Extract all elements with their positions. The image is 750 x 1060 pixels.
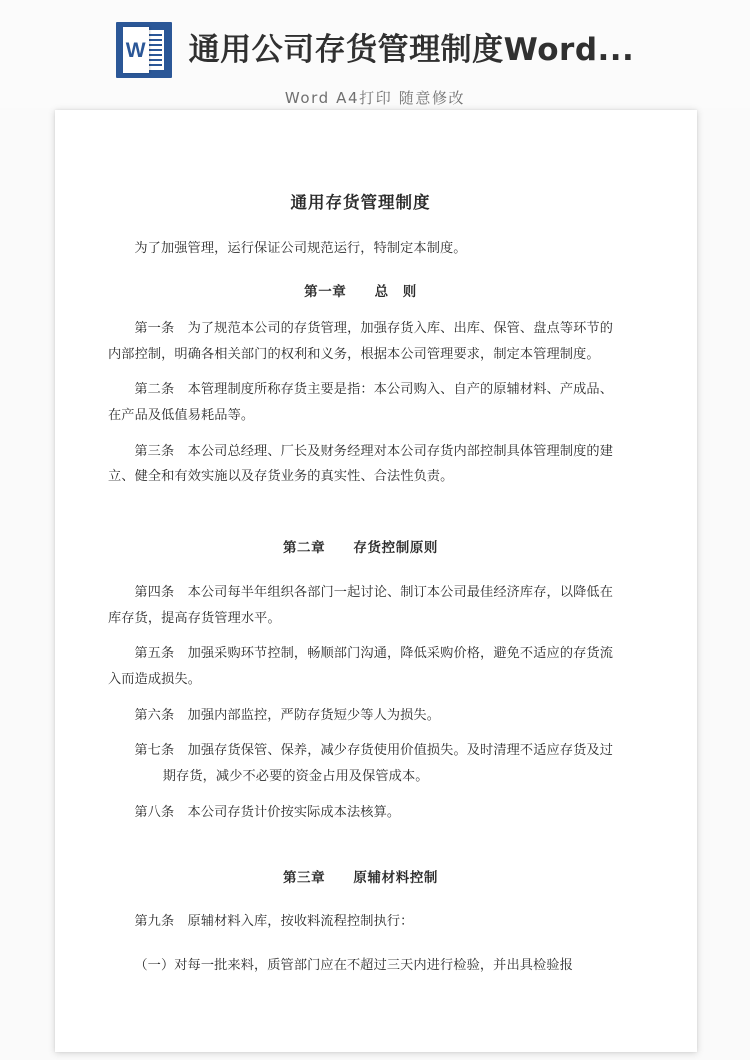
- document-page: [55, 110, 697, 1052]
- preview-header: [0, 0, 750, 108]
- page-title: 通用公司存货管理制度Word...: [188, 31, 635, 68]
- article-1-1: 第一条 为了规范本公司的存货管理，加强存货入库、出库、保管、盘点等环节的内部控制，明确各相关部门的权利和义务，根据本公司管理要求，制定本管理制度。: [108, 320, 613, 362]
- article-2-1: 第四条 本公司每半年组织各部门一起讨论、制订本公司最佳经济库存，以降低在库存货，提高存货管理水平。: [108, 584, 613, 626]
- document-content: [108, 190, 613, 979]
- document-intro: 为了加强管理，运行保证公司规范运行，特制定本制度。: [134, 241, 467, 257]
- page-subtitle: Word A4打印 随意修改: [284, 89, 466, 107]
- chapter-heading-3: 第三章 原辅材料控制: [282, 869, 439, 886]
- preview-title-row: [0, 22, 750, 78]
- article-2-4: 第七条 加强存货保管、保养，减少存货使用价值损失。及时清理不适应存货及过期存货，减少不必要的资金占用及保管成本。: [134, 743, 613, 785]
- article-2-3: 第六条 加强内部监控，严防存货短少等人为损失。: [134, 707, 441, 723]
- article-3-2: （一）对每一批来料，质管部门应在不超过三天内进行检验，并出具检验报: [134, 958, 573, 974]
- preview-header-inner: [0, 22, 750, 108]
- article-2-2: 第五条 加强采购环节控制，畅顺部门沟通，降低采购价格，避免不适应的存货流入而造成损失。: [108, 646, 613, 688]
- word-icon-letter: W: [125, 38, 146, 62]
- article-2-5: 第八条 本公司存货计价按实际成本法核算。: [134, 804, 401, 820]
- chapter-heading-2: 第二章 存货控制原则: [282, 540, 439, 557]
- word-file-icon: [116, 22, 172, 78]
- article-3-1: 第九条 原辅材料入库，按收料流程控制执行：: [134, 914, 414, 930]
- article-1-3: 第三条 本公司总经理、厂长及财务经理对本公司存货内部控制具体管理制度的建立、健全和有效实施以及存货业务的真实性、合法性负责。: [108, 443, 613, 485]
- chapter-heading-1: 第一章 总 则: [304, 284, 417, 301]
- document-title: 通用存货管理制度: [290, 193, 431, 212]
- article-1-2: 第二条 本管理制度所称存货主要是指：本公司购入、自产的原辅材料、产成品、在产品及低值易耗品等。: [108, 382, 613, 423]
